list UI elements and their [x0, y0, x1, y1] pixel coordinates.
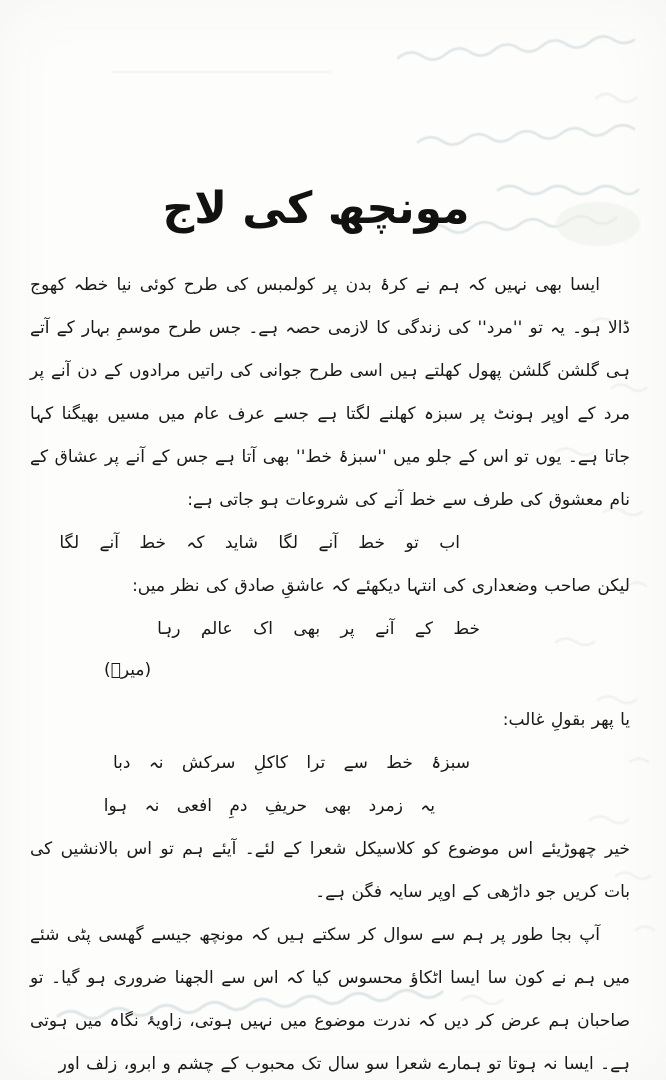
- poet-attribution-meer: (میرؔ): [104, 660, 152, 680]
- spacer: [30, 689, 630, 699]
- couplet-line-ghalib-2: یہ زمرد بھی حریفِ دمِ افعی نہ ہوا: [103, 796, 435, 816]
- paragraph-khair: خیر چھوڑیئے اس موضوع کو کلاسیکل شعرا کے لئے۔ آیئے ہم تو اس بالانشیں کی بات کریں جو داڑھی کے اوپر سایہ فگن ہے۔: [30, 839, 630, 902]
- page-title: مونچھ کی لاج: [162, 183, 470, 234]
- paragraph-aap: آپ بجا طور پر ہم سے سوال کر سکتے ہیں کہ مونچھ جیسے گھسی پٹی شئے میں ہم نے کون سا ایسا اٹکاؤ محسوس کیا کہ اس سے الجھنا ضروری ہو گیا۔ تو صاحبان ہم عرض کر دیں کہ ندرت موضوع میں نہیں ہوتی، زاویۂ نگاہ میں ہوتی ہے۔ ایسا نہ ہوتا تو ہمارے شعرا سو سال تک محبوب کے چشم و ابرو، زلف اور: [30, 925, 630, 1074]
- paragraph-lekin: لیکن صاحب وضعداری کی انتہا دیکھئے کہ عاشقِ صادق کی نظر میں:: [132, 576, 630, 596]
- couplet-line-ghalib-1: سبزۂ خط سے ترا کاکلِ سرکش نہ دبا: [112, 753, 470, 773]
- paragraph-ghalib-intro: یا پھر بقولِ غالب:: [502, 710, 630, 730]
- paragraph-intro: ایسا بھی نہیں کہ ہم نے کرۂ بدن پر کولمبس کی طرح کوئی نیا خطہ کھوج ڈالا ہو۔ یہ تو ''مرد'' کی زندگی کا لازمی حصہ ہے۔ جس طرح موسمِ بہار کے آتے ہی گلشن گلشن پھول کھلتے ہیں اسی طرح جوانی کی راتیں مرادوں کے دن آنے پر مرد کے اوپر ہونٹ پر سبزہ کھلنے لگتا ہے جسے عرف عام میں مسیں بھیگنا کہا جاتا ہے۔ یوں تو اس کے جلو میں ''سبزۂ خط'' بھی آتا ہے جس کے آنے پر عشاق کے نام معشوق کی طرف سے خط آنے کی شروعات ہو جاتی ہے:: [30, 275, 630, 510]
- verse-line-meer-2: خط کے آنے پر بھی اک عالم رہا: [157, 619, 480, 639]
- verse-line-meer-1: اب تو خط آنے لگا شاید کہ خط آنے لگا: [59, 533, 460, 553]
